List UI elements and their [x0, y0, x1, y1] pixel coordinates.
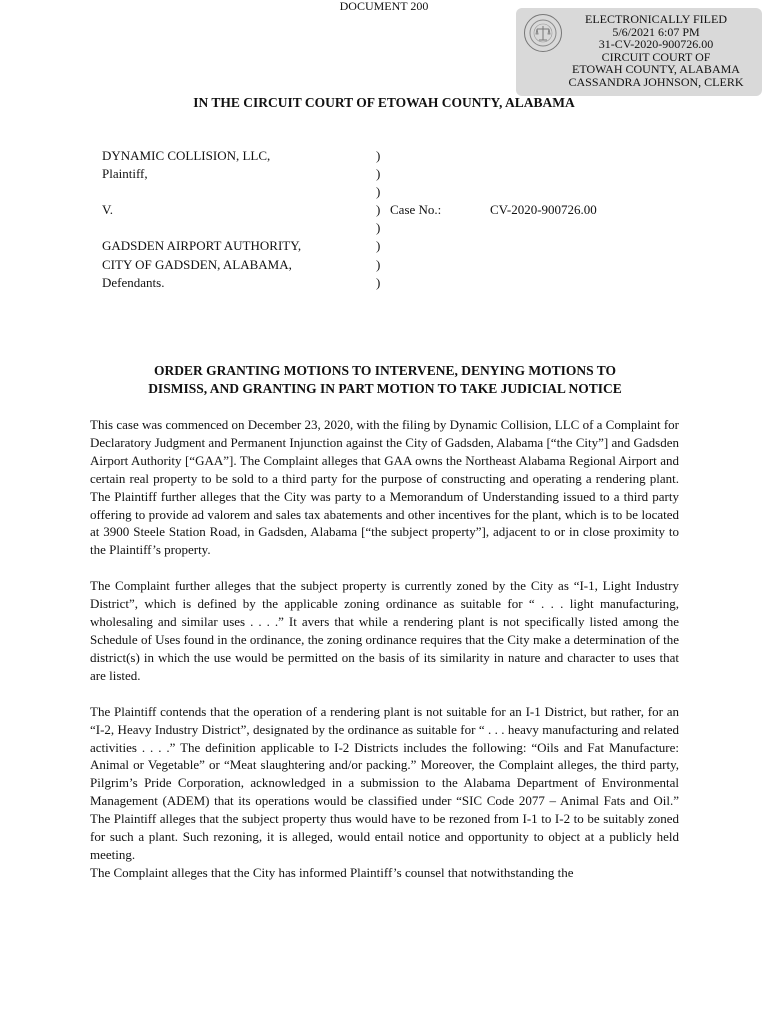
order-title-line: DISMISS, AND GRANTING IN PART MOTION TO TAKE JUDICIAL NOTICE	[148, 381, 622, 396]
order-body	[90, 416, 679, 882]
case-number-label: Case No.:	[390, 202, 442, 218]
caption-paren: )	[376, 184, 381, 200]
stamp-line: 31-CV-2020-900726.00	[598, 37, 714, 52]
stamp-line: ELECTRONICALLY FILED	[584, 12, 727, 26]
caption-party: Plaintiff,	[102, 166, 148, 182]
court-title: IN THE CIRCUIT COURT OF ETOWAH COUNTY, ALABAMA	[193, 95, 575, 110]
caption-party: GADSDEN AIRPORT AUTHORITY,	[102, 238, 302, 254]
caption-party: DYNAMIC COLLISION, LLC,	[102, 148, 271, 163]
caption-paren: )	[376, 166, 381, 182]
body-paragraph: The Complaint further alleges that the subject property is currently zoned by the City as “I-1, Light Industry District”, which is defined by the applicable zoning ordinance as suitable for “ . . . light manufacturing, wholesaling and similar uses . . . .” It avers that while a rendering plant is not specifically listed among the Schedule of Uses found in the ordinance, the zoning ordinance requires that the City make a determination of the district(s) in which the use would be permitted on the basis of its similarity in nature and character to uses that are listed.	[90, 578, 679, 683]
caption-paren: )	[376, 202, 381, 218]
body-paragraph: The Complaint alleges that the City has informed Plaintiff’s counsel that notwithstanding the	[90, 864, 574, 880]
document-number: DOCUMENT 200	[339, 0, 429, 13]
caption-versus: V.	[102, 202, 113, 218]
stamp-text	[556, 13, 756, 89]
body-paragraph: The Plaintiff contends that the operation of a rendering plant is not suitable for an I-1 District, but rather, for an “I-2, Heavy Industry District”, designated by the ordinance as suitable for “ . . . heavy manufacturing and related activities . . . .” The definition applicable to I-2 Districts includes the following: “Oils and Fat Manufacture: Animal or Vegetable” or “Meat slaughtering and/or packing.” Moreover, the Complaint alleges, the third party, Pilgrim’s Pride Corporation, acknowledged in a submission to the Alabama Department of Environmental Management (ADEM) that its operations would be classified under “SIC Code 2077 – Animal Fats and Oil.” The Plaintiff alleges that the subject property thus would have to be rezoned from I-1 to I-2 to be suitably zoned for such a plant. Such rezoning, it is alleged, would entail notice and opportunity to object at a publicly held meeting.	[90, 703, 679, 862]
case-number: CV-2020-900726.00	[490, 202, 597, 218]
caption-paren: )	[376, 256, 381, 272]
order-title-line: ORDER GRANTING MOTIONS TO INTERVENE, DENYING MOTIONS TO	[153, 363, 617, 378]
stamp-line: ETOWAH COUNTY, ALABAMA	[572, 62, 740, 77]
caption-paren: )	[376, 274, 381, 290]
caption-paren: )	[376, 238, 381, 254]
stamp-line: 5/6/2021 6:07 PM	[612, 24, 700, 39]
caption-paren: )	[376, 220, 381, 236]
stamp-line: CIRCUIT COURT OF	[601, 49, 711, 64]
body-paragraph: This case was commenced on December 23, 2020, with the filing by Dynamic Collision, LLC of a Complaint for Declaratory Judgment and Permanent Injunction against the City of Gadsden, Alabama [“the City”] and Gadsden Airport Authority [“GAA”]. The Complaint alleges that GAA owns the Northeast Alabama Regional Airport and certain real property to be sold to a third party for the purpose of constructing and operating a rendering plant. The Plaintiff further alleges that the City was party to a Memorandum of Understanding issued to a third party offering to provide ad valorem and sales tax abatements and other incentives for the plant, which is to be located at 3900 Steele Station Road, in Gadsden, Alabama [“the subject property”], adjacent to or in close proximity to the Plaintiff’s property.	[90, 417, 679, 558]
order-title	[90, 362, 680, 398]
caption-party: Defendants.	[102, 274, 165, 290]
stamp-line: CASSANDRA JOHNSON, CLERK	[568, 74, 744, 89]
caption-paren: )	[376, 148, 381, 163]
electronic-filing-stamp	[516, 8, 762, 96]
caption-party: CITY OF GADSDEN, ALABAMA,	[102, 256, 292, 272]
